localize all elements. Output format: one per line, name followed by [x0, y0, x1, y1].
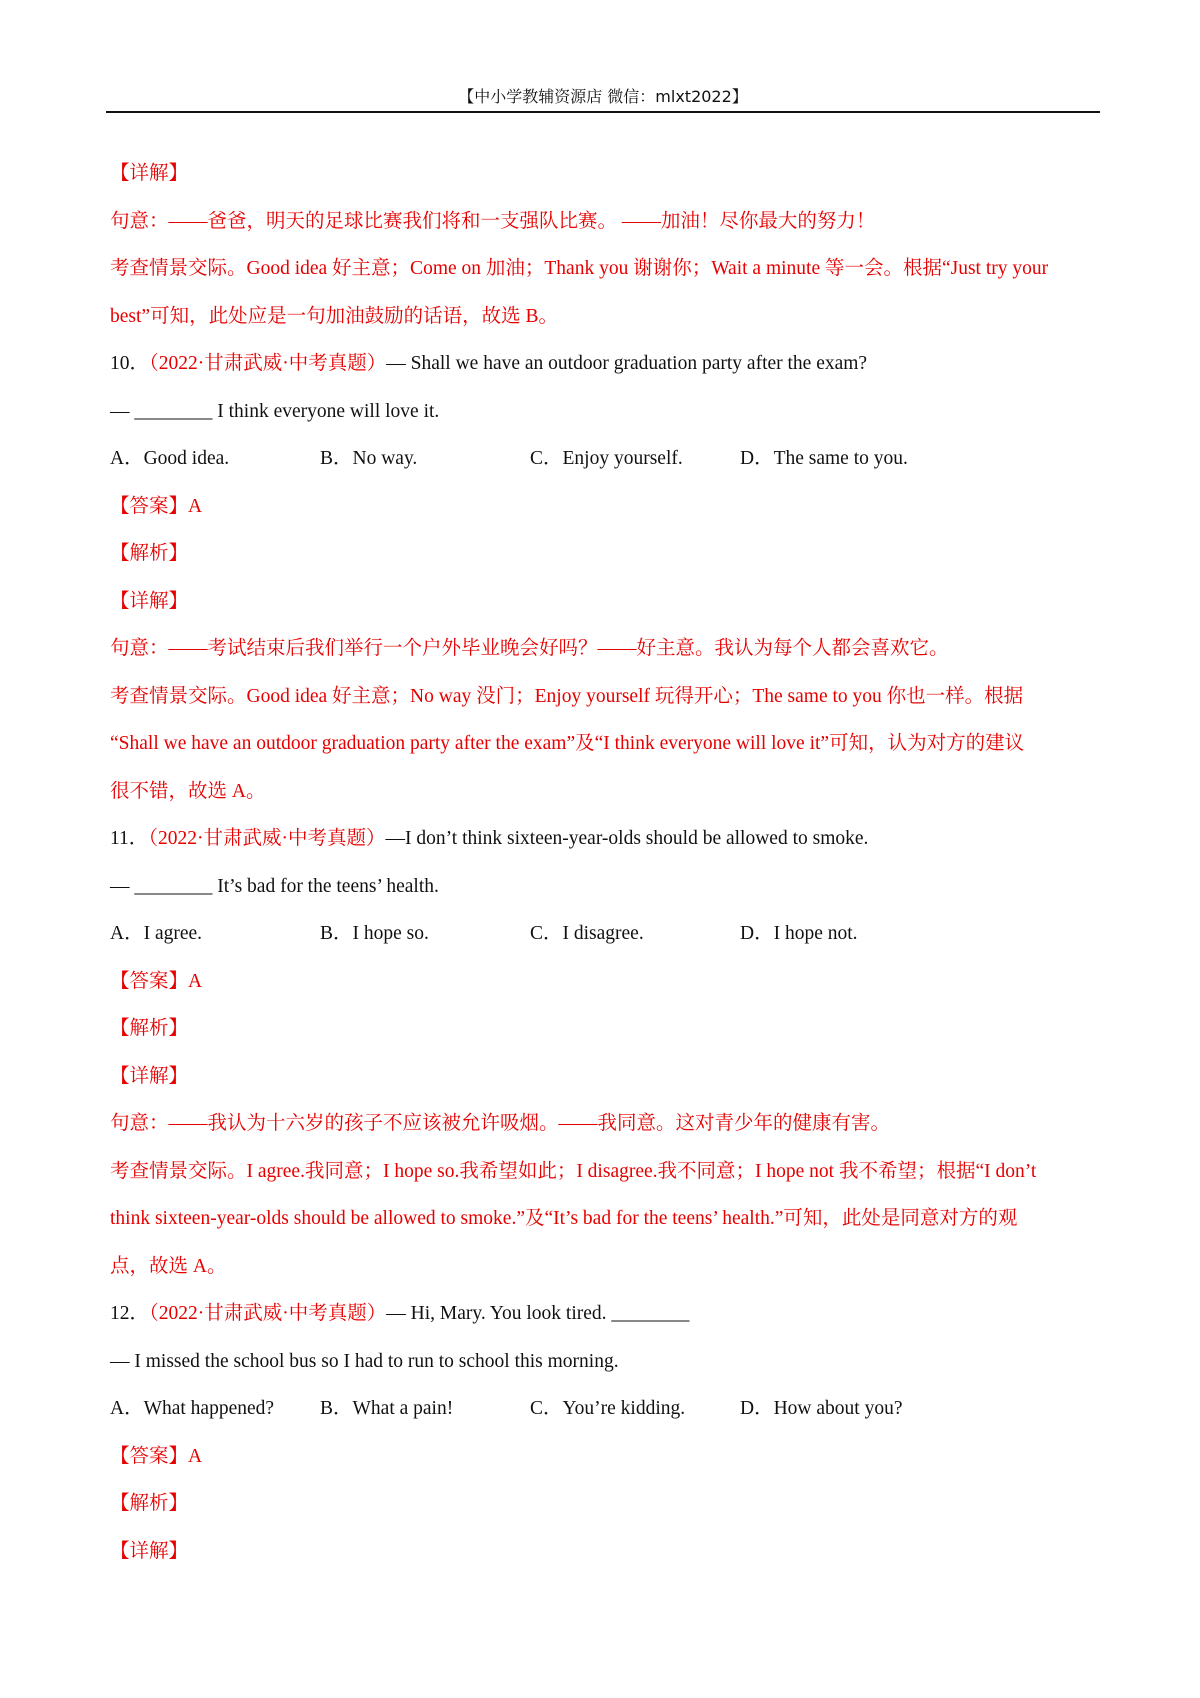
question-number: 12． — [110, 1303, 150, 1324]
option-item: C．Enjoy yourself. — [530, 448, 683, 469]
question-text: — Shall we have an outdoor graduation party after the exam? — [386, 353, 868, 374]
document-body — [110, 150, 1104, 1575]
section-tag — [110, 578, 1104, 626]
option-item: B．I hope so. — [320, 923, 429, 944]
option-item: D．How about you? — [740, 1398, 903, 1419]
dialogue-text: — ________ It’s bad for the teens’ health. — [110, 875, 439, 897]
explanation-text: 句意：——我认为十六岁的孩子不应该被允许吸烟。——我同意。这对青少年的健康有害。 — [110, 1113, 891, 1134]
answer-label: 【答案】 — [110, 495, 189, 517]
answer-value: A — [188, 495, 203, 517]
options-row — [110, 435, 1104, 483]
question-text: —I don’t think sixteen-year-olds should be allowed to smoke. — [385, 828, 869, 849]
option-item: A．I agree. — [110, 923, 203, 944]
section-tag-label: 【解析】 — [110, 1493, 189, 1514]
dialogue-line — [110, 1338, 1104, 1386]
explanation-line — [110, 245, 1104, 293]
question-line — [110, 815, 1104, 863]
option-item: B．What a pain! — [320, 1398, 454, 1419]
explanation-line — [110, 198, 1104, 246]
section-tag-label: 【详解】 — [110, 590, 189, 612]
question-number: 10． — [110, 353, 150, 374]
option-item: B．No way. — [320, 448, 418, 469]
option-item: A．Good idea. — [110, 448, 230, 469]
dialogue-line — [110, 863, 1104, 911]
explanation-line — [110, 1100, 1104, 1148]
question-line — [110, 340, 1104, 388]
option-item: C．You’re kidding. — [530, 1398, 686, 1419]
section-tag — [110, 530, 1104, 578]
section-tag-label: 【详解】 — [110, 1065, 189, 1087]
answer-line — [110, 483, 1104, 531]
explanation-text: best”可知，此处应是一句加油鼓励的话语，故选 B。 — [110, 305, 558, 327]
explanation-line — [110, 673, 1104, 721]
question-line — [110, 1290, 1104, 1338]
explanation-line — [110, 625, 1104, 673]
question-source: （2022·甘肃武威·中考真题） — [149, 1303, 387, 1324]
answer-line — [110, 958, 1104, 1006]
answer-line — [110, 1433, 1104, 1481]
explanation-line — [110, 1243, 1104, 1291]
section-tag-label: 【详解】 — [110, 1540, 189, 1562]
answer-label: 【答案】 — [110, 1445, 189, 1467]
question-text: — Hi, Mary. You look tired. ________ — [386, 1303, 690, 1324]
section-tag — [110, 1053, 1104, 1101]
section-tag — [110, 150, 1104, 198]
explanation-line — [110, 293, 1104, 341]
question-source: （2022·甘肃武威·中考真题） — [149, 353, 387, 374]
dialogue-text: — ________ I think everyone will love it. — [110, 400, 440, 422]
explanation-text: 句意：——考试结束后我们举行一个户外毕业晚会好吗？——好主意。我认为每个人都会喜欢它。 — [110, 638, 949, 659]
explanation-text: 很不错，故选 A。 — [110, 780, 266, 802]
option-item: D．I hope not. — [740, 923, 858, 944]
explanation-text: 考查情景交际。Good idea 好主意；No way 没门；Enjoy yourself 玩得开心；The same to you 你也一样。根据 — [110, 685, 1024, 707]
explanation-text: “Shall we have an outdoor graduation party after the exam”及“I think everyone will love it”可知，认为对方的建议 — [110, 733, 1025, 754]
explanation-line — [110, 720, 1104, 768]
section-tag — [110, 1528, 1104, 1576]
header-divider — [106, 111, 1100, 113]
section-tag-label: 【解析】 — [110, 543, 189, 564]
option-item: A．What happened? — [110, 1398, 275, 1419]
explanation-text: 考查情景交际。I agree.我同意；I hope so.我希望如此；I disagree.我不同意；I hope not 我不希望；根据“I don’t — [110, 1160, 1037, 1182]
option-item: C．I disagree. — [530, 923, 644, 944]
section-tag — [110, 1480, 1104, 1528]
explanation-line — [110, 1148, 1104, 1196]
explanation-line — [110, 1195, 1104, 1243]
explanation-text: think sixteen-year-olds should be allowed to smoke.”及“It’s bad for the teens’ health.”可知，此处是同意对方的观 — [110, 1208, 1018, 1229]
answer-value: A — [188, 1445, 203, 1467]
section-tag-label: 【详解】 — [110, 163, 189, 184]
dialogue-text: — I missed the school bus so I had to run to school this morning. — [110, 1350, 619, 1372]
option-item: D．The same to you. — [740, 448, 908, 469]
answer-value: A — [188, 970, 203, 992]
explanation-text: 句意：——爸爸，明天的足球比赛我们将和一支强队比赛。 ——加油！尽你最大的努力！ — [110, 210, 876, 232]
explanation-text: 考查情景交际。Good idea 好主意；Come on 加油；Thank you 谢谢你；Wait a minute 等一会。根据“Just try your — [110, 258, 1049, 279]
dialogue-line — [110, 388, 1104, 436]
options-row — [110, 910, 1104, 958]
explanation-line — [110, 768, 1104, 816]
page-header: 【中小学教辅资源店 微信：mlxt2022】 — [458, 87, 748, 106]
question-source: （2022·甘肃武威·中考真题） — [148, 828, 386, 849]
question-number: 11． — [110, 828, 149, 849]
section-tag-label: 【解析】 — [110, 1018, 189, 1039]
section-tag — [110, 1005, 1104, 1053]
answer-label: 【答案】 — [110, 970, 189, 992]
explanation-text: 点，故选 A。 — [110, 1255, 227, 1277]
options-row — [110, 1385, 1104, 1433]
